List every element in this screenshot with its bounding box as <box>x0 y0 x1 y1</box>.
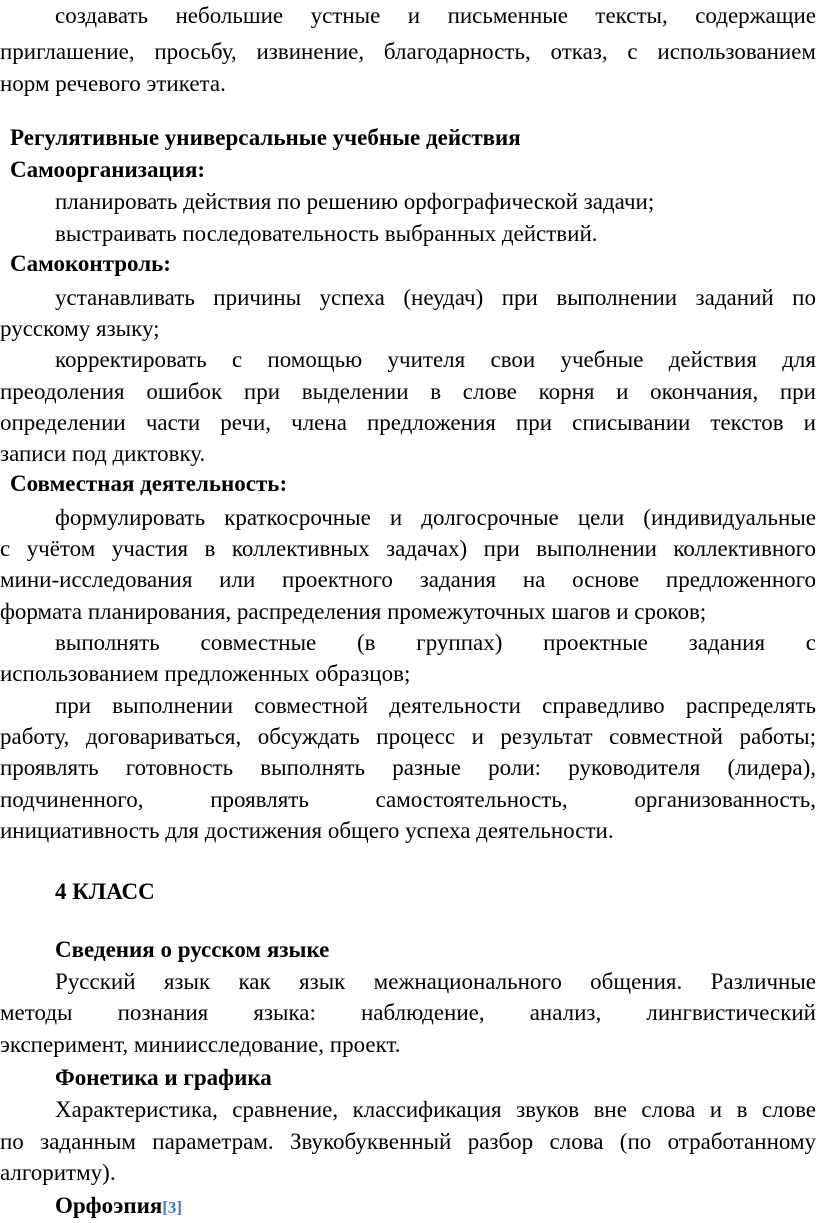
subheading-self-control: Самоконтроль: <box>10 251 171 276</box>
list-item: планировать действия по решению орфографической задачи; <box>55 189 655 214</box>
paragraph-line: формата планирования, распределения промежуточных шагов и сроков; <box>0 599 707 624</box>
paragraph-line: Русский язык как язык межнационального общения. Различные <box>55 969 816 994</box>
paragraph-line: эксперимент, миниисследование, проект. <box>0 1032 401 1057</box>
paragraph-line: подчиненного, проявлять самостоятельность, организованность, <box>0 787 816 812</box>
paragraph-line: работу, договариваться, обсуждать процесс и результат совместной работы; <box>0 724 816 749</box>
footnote-reference-link[interactable]: [3] <box>162 1198 183 1217</box>
paragraph-line: инициативность для достижения общего успеха деятельности. <box>0 818 614 843</box>
subheading-phonetics: Фонетика и графика <box>55 1065 272 1090</box>
subheading-language-info: Сведения о русском языке <box>55 937 330 962</box>
paragraph-line: создавать небольшие устные и письменные тексты, содержащие <box>55 3 816 28</box>
subheading-self-organization: Самоорганизация: <box>10 157 206 182</box>
list-item: выстраивать последовательность выбранных действий. <box>55 221 598 246</box>
paragraph-line: с учётом участия в коллективных задачах) при выполнении коллективного <box>0 536 816 561</box>
paragraph-line: устанавливать причины успеха (неудач) при выполнении заданий по <box>55 285 816 310</box>
paragraph-line: при выполнении совместной деятельности справедливо распределять <box>55 693 816 718</box>
paragraph-line: проявлять готовность выполнять разные роли: руководителя (лидера), <box>0 755 816 780</box>
paragraph-line: преодоления ошибок при выделении в слове корня и окончания, при <box>0 379 816 404</box>
paragraph-line: норм речевого этикета. <box>0 71 226 96</box>
paragraph-line: мини-исследования или проектного задания на основе предложенного <box>0 567 816 592</box>
subheading-orthoepy-row <box>55 1190 816 1223</box>
paragraph-line: приглашение, просьбу, извинение, благодарность, отказ, с использованием <box>0 39 816 64</box>
paragraph-line: записи под диктовку. <box>0 441 206 466</box>
paragraph-line: методы познания языка: наблюдение, анализ, лингвистический <box>0 1000 816 1025</box>
section-heading-grade4: 4 КЛАСС <box>55 879 155 904</box>
paragraph-line: по заданным параметрам. Звукобуквенный разбор слова (по отработанному <box>0 1129 816 1154</box>
paragraph-line: формулировать краткосрочные и долгосрочные цели (индивидуальные <box>55 505 816 530</box>
paragraph-line: Характеристика, сравнение, классификация звуков вне слова и в слове <box>55 1097 816 1122</box>
paragraph-line: определении части речи, члена предложения при списывании текстов и <box>0 410 816 435</box>
subheading-joint-activity: Совместная деятельность: <box>10 471 288 496</box>
paragraph-line: алгоритму). <box>0 1160 116 1185</box>
paragraph-line: корректировать с помощью учителя свои учебные действия для <box>55 347 816 372</box>
paragraph-line: выполнять совместные (в группах) проектные задания с <box>55 630 816 655</box>
paragraph-line: русскому языку; <box>0 316 160 341</box>
paragraph-line: использованием предложенных образцов; <box>0 661 411 686</box>
subheading-orthoepy: Орфоэпия <box>55 1193 163 1218</box>
section-heading-regulative: Регулятивные универсальные учебные действия <box>10 125 521 150</box>
